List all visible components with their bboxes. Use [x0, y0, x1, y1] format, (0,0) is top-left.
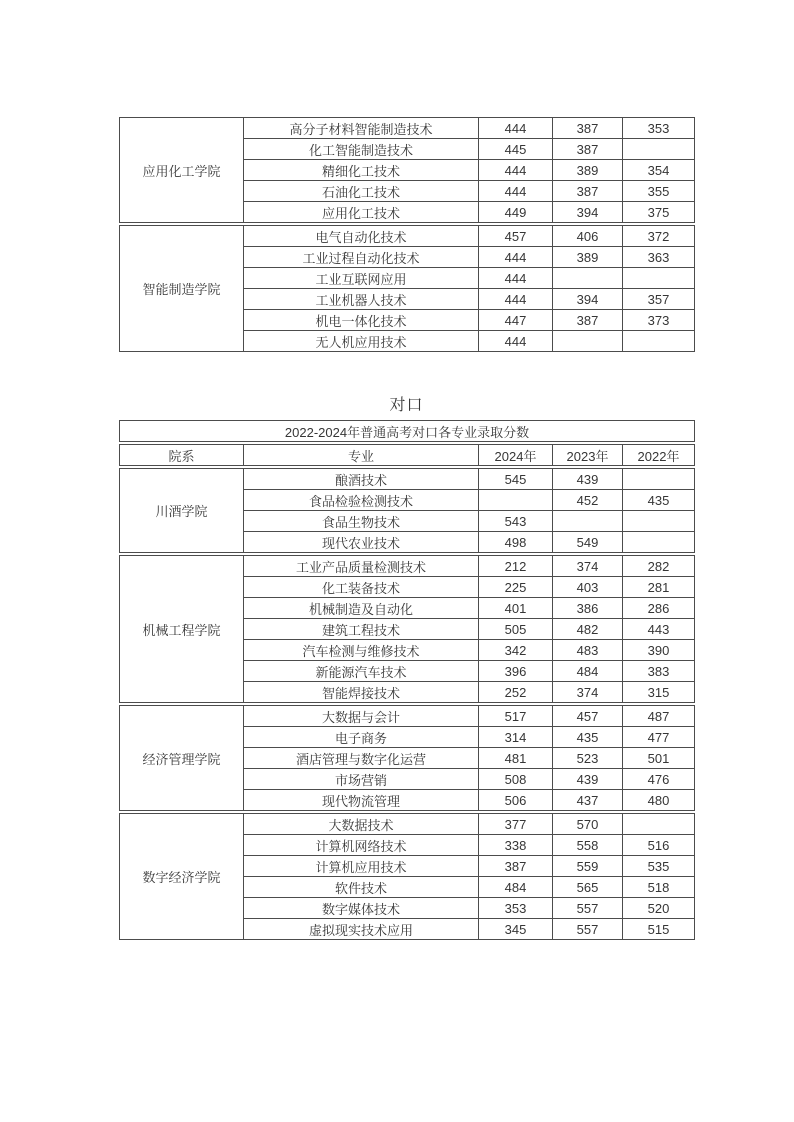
score-2023-cell: 374 [553, 556, 623, 577]
score-2022-cell: 535 [623, 856, 695, 877]
score-2022-cell [623, 268, 695, 289]
score-2022-cell: 355 [623, 181, 695, 202]
score-2024-cell: 444 [479, 181, 553, 202]
score-2022-cell [623, 511, 695, 532]
college-cell: 经济管理学院 [120, 706, 244, 811]
table-row [120, 556, 695, 577]
major-cell: 数字媒体技术 [244, 898, 479, 919]
score-2023-cell: 394 [553, 289, 623, 310]
score-2024-cell [479, 490, 553, 511]
header-year-2024: 2024年 [479, 445, 553, 466]
score-2023-cell [553, 268, 623, 289]
score-2024-cell: 484 [479, 877, 553, 898]
college-group-block [119, 555, 695, 703]
major-cell: 现代物流管理 [244, 790, 479, 811]
score-2023-cell: 558 [553, 835, 623, 856]
major-cell: 机械制造及自动化 [244, 598, 479, 619]
score-2024-cell: 444 [479, 118, 553, 139]
major-cell: 软件技术 [244, 877, 479, 898]
major-cell: 虚拟现实技术应用 [244, 919, 479, 940]
score-2024-cell: 445 [479, 139, 553, 160]
college-cell: 数字经济学院 [120, 814, 244, 940]
table-row [120, 118, 695, 139]
score-2024-cell: 444 [479, 160, 553, 181]
major-cell: 应用化工技术 [244, 202, 479, 223]
score-2023-cell: 394 [553, 202, 623, 223]
table-row [120, 469, 695, 490]
major-cell: 建筑工程技术 [244, 619, 479, 640]
header-college: 院系 [120, 445, 244, 466]
score-2024-cell: 338 [479, 835, 553, 856]
score-2024-cell: 212 [479, 556, 553, 577]
score-2022-cell: 435 [623, 490, 695, 511]
score-2024-cell: 447 [479, 310, 553, 331]
score-2022-cell: 501 [623, 748, 695, 769]
table-title: 2022-2024年普通高考对口各专业录取分数 [120, 421, 695, 442]
score-2023-cell [553, 511, 623, 532]
score-2024-cell: 508 [479, 769, 553, 790]
score-2022-cell: 480 [623, 790, 695, 811]
major-cell: 计算机应用技术 [244, 856, 479, 877]
score-2024-cell: 396 [479, 661, 553, 682]
score-2023-cell: 452 [553, 490, 623, 511]
score-2023-cell: 559 [553, 856, 623, 877]
major-cell: 工业过程自动化技术 [244, 247, 479, 268]
header-major: 专业 [244, 445, 479, 466]
major-cell: 酿酒技术 [244, 469, 479, 490]
major-cell: 精细化工技术 [244, 160, 479, 181]
college-group-block [119, 705, 695, 811]
score-2024-cell: 506 [479, 790, 553, 811]
score-2024-cell: 387 [479, 856, 553, 877]
score-2024-cell: 444 [479, 331, 553, 352]
score-2022-cell: 520 [623, 898, 695, 919]
duikou-admission-table [119, 420, 694, 942]
score-2023-cell: 389 [553, 160, 623, 181]
score-2023-cell [553, 331, 623, 352]
score-2024-cell: 457 [479, 226, 553, 247]
score-2023-cell: 482 [553, 619, 623, 640]
major-cell: 无人机应用技术 [244, 331, 479, 352]
major-cell: 化工智能制造技术 [244, 139, 479, 160]
major-cell: 化工装备技术 [244, 577, 479, 598]
score-2024-cell: 481 [479, 748, 553, 769]
major-cell: 计算机网络技术 [244, 835, 479, 856]
score-2022-cell: 516 [623, 835, 695, 856]
score-2022-cell: 373 [623, 310, 695, 331]
major-cell: 工业产品质量检测技术 [244, 556, 479, 577]
major-cell: 高分子材料智能制造技术 [244, 118, 479, 139]
score-2023-cell: 387 [553, 310, 623, 331]
score-2022-cell: 487 [623, 706, 695, 727]
score-2023-cell: 565 [553, 877, 623, 898]
score-2023-cell: 557 [553, 919, 623, 940]
score-2024-cell: 342 [479, 640, 553, 661]
score-2024-cell: 353 [479, 898, 553, 919]
score-2023-cell: 387 [553, 139, 623, 160]
score-2023-cell: 523 [553, 748, 623, 769]
table-header-row [120, 445, 695, 466]
score-2024-cell: 449 [479, 202, 553, 223]
score-2024-cell: 377 [479, 814, 553, 835]
score-2024-cell: 545 [479, 469, 553, 490]
score-2023-cell: 387 [553, 181, 623, 202]
major-cell: 汽车检测与维修技术 [244, 640, 479, 661]
major-cell: 机电一体化技术 [244, 310, 479, 331]
score-2024-cell: 517 [479, 706, 553, 727]
score-2022-cell [623, 139, 695, 160]
major-cell: 工业机器人技术 [244, 289, 479, 310]
college-cell: 智能制造学院 [120, 226, 244, 352]
score-2023-cell: 374 [553, 682, 623, 703]
major-cell: 新能源汽车技术 [244, 661, 479, 682]
score-2022-cell: 315 [623, 682, 695, 703]
score-2022-cell [623, 331, 695, 352]
score-2022-cell: 353 [623, 118, 695, 139]
score-2024-cell: 498 [479, 532, 553, 553]
score-2024-cell: 444 [479, 247, 553, 268]
score-2023-cell: 439 [553, 469, 623, 490]
table-title-row [120, 421, 695, 442]
major-cell: 石油化工技术 [244, 181, 479, 202]
score-2023-cell: 389 [553, 247, 623, 268]
score-2023-cell: 557 [553, 898, 623, 919]
score-2022-cell: 286 [623, 598, 695, 619]
major-cell: 大数据技术 [244, 814, 479, 835]
score-2023-cell: 549 [553, 532, 623, 553]
major-cell: 电气自动化技术 [244, 226, 479, 247]
score-2023-cell: 386 [553, 598, 623, 619]
score-2024-cell: 345 [479, 919, 553, 940]
score-2022-cell: 515 [623, 919, 695, 940]
score-2024-cell: 543 [479, 511, 553, 532]
score-2022-cell: 363 [623, 247, 695, 268]
college-group-block [119, 225, 695, 352]
major-cell: 电子商务 [244, 727, 479, 748]
score-2023-cell: 483 [553, 640, 623, 661]
college-cell: 应用化工学院 [120, 118, 244, 223]
major-cell: 食品检验检测技术 [244, 490, 479, 511]
score-2022-cell: 476 [623, 769, 695, 790]
table-header-block [119, 444, 695, 466]
score-2023-cell: 439 [553, 769, 623, 790]
score-2022-cell: 477 [623, 727, 695, 748]
score-2024-cell: 401 [479, 598, 553, 619]
score-2024-cell: 225 [479, 577, 553, 598]
score-2023-cell: 484 [553, 661, 623, 682]
score-2023-cell: 406 [553, 226, 623, 247]
major-cell: 食品生物技术 [244, 511, 479, 532]
score-2023-cell: 570 [553, 814, 623, 835]
score-2022-cell: 443 [623, 619, 695, 640]
score-2024-cell: 505 [479, 619, 553, 640]
score-2022-cell [623, 469, 695, 490]
score-2022-cell: 281 [623, 577, 695, 598]
college-group-block [119, 468, 695, 553]
college-group-block [119, 813, 695, 940]
score-2023-cell: 387 [553, 118, 623, 139]
score-2024-cell: 444 [479, 289, 553, 310]
table-row [120, 706, 695, 727]
score-2022-cell: 518 [623, 877, 695, 898]
table-row [120, 226, 695, 247]
score-2022-cell: 375 [623, 202, 695, 223]
college-group-block [119, 117, 695, 223]
score-2022-cell: 390 [623, 640, 695, 661]
score-2022-cell [623, 532, 695, 553]
score-2022-cell: 383 [623, 661, 695, 682]
score-2022-cell: 372 [623, 226, 695, 247]
major-cell: 酒店管理与数字化运营 [244, 748, 479, 769]
section-title-duikou: 对口 [389, 397, 424, 414]
score-2022-cell [623, 814, 695, 835]
major-cell: 大数据与会计 [244, 706, 479, 727]
major-cell: 市场营销 [244, 769, 479, 790]
table-row [120, 814, 695, 835]
header-year-2022: 2022年 [623, 445, 695, 466]
score-2024-cell: 444 [479, 268, 553, 289]
major-cell: 现代农业技术 [244, 532, 479, 553]
score-2023-cell: 435 [553, 727, 623, 748]
college-cell: 川酒学院 [120, 469, 244, 553]
score-2023-cell: 403 [553, 577, 623, 598]
score-2023-cell: 457 [553, 706, 623, 727]
score-2024-cell: 314 [479, 727, 553, 748]
major-cell: 工业互联网应用 [244, 268, 479, 289]
score-2022-cell: 282 [623, 556, 695, 577]
score-2022-cell: 357 [623, 289, 695, 310]
gaokao-admission-table-continued [119, 117, 694, 354]
major-cell: 智能焊接技术 [244, 682, 479, 703]
table-title-block [119, 420, 695, 442]
score-2024-cell: 252 [479, 682, 553, 703]
college-cell: 机械工程学院 [120, 556, 244, 703]
score-2022-cell: 354 [623, 160, 695, 181]
header-year-2023: 2023年 [553, 445, 623, 466]
score-2023-cell: 437 [553, 790, 623, 811]
